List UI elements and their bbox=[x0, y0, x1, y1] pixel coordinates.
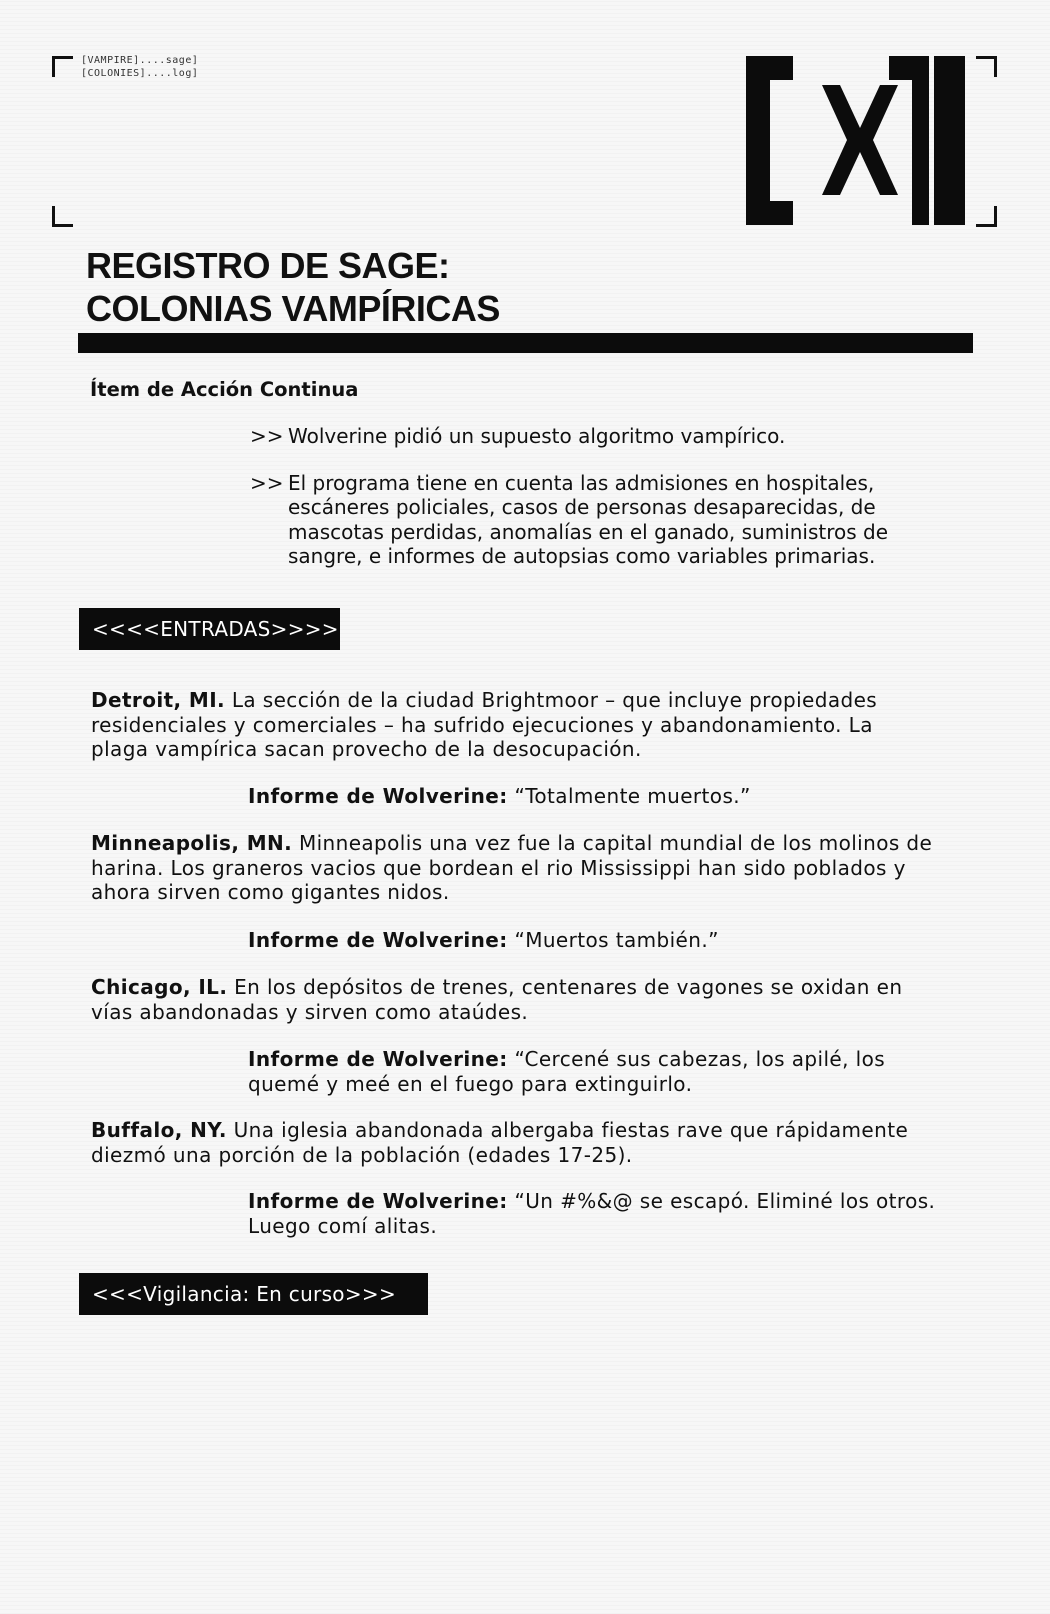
page-title-line-1: REGISTRO DE SAGE: bbox=[86, 245, 450, 286]
report-text: “Muertos también.” bbox=[514, 928, 719, 952]
action-item-heading: Ítem de Acción Continua bbox=[90, 378, 359, 401]
action-item-list bbox=[250, 424, 950, 591]
report-text: “Un #%&@ se escapó. Eliminé los otros. Luego comí alitas. bbox=[248, 1189, 936, 1238]
surveillance-tag: <<<Vigilancia: En curso>>> bbox=[79, 1273, 428, 1315]
entry-chicago bbox=[91, 975, 937, 1024]
log-meta-line-2: [COLONIES]....log] bbox=[81, 68, 199, 79]
corner-bracket-bottom-right bbox=[976, 206, 997, 227]
report-label: Informe de Wolverine: bbox=[248, 784, 508, 808]
report-label: Informe de Wolverine: bbox=[248, 1189, 508, 1213]
entry-text: Minneapolis una vez fue la capital mundial de los molinos de harina. Los graneros vacios que bordean el rio Mississippi han sido poblados y ahora sirven como gigantes nidos. bbox=[91, 831, 933, 904]
page-title-line-2: COLONIAS VAMPÍRICAS bbox=[86, 288, 500, 329]
log-meta-line-1: [VAMPIRE]....sage] bbox=[81, 55, 199, 66]
entry-buffalo bbox=[91, 1118, 937, 1167]
wolverine-report bbox=[248, 928, 938, 953]
bullet-text: El programa tiene en cuenta las admisiones en hospitales, escáneres policiales, casos de personas desaparecidas, de mascotas perdidas, anomalías en el ganado, suministros de sangre, e informes de autopsias como variables primarias. bbox=[288, 470, 889, 568]
entry-city: Minneapolis, MN. bbox=[91, 831, 293, 855]
wolverine-report bbox=[248, 1047, 938, 1096]
corner-bracket-bottom-left bbox=[52, 206, 73, 227]
report-text: “Cercené sus cabezas, los apilé, los quemé y meé en el fuego para extinguirlo. bbox=[248, 1047, 886, 1096]
entry-minneapolis bbox=[91, 831, 937, 905]
entry-text: En los depósitos de trenes, centenares de vagones se oxidan en vías abandonadas y sirven como ataúdes. bbox=[91, 975, 903, 1024]
report-text: “Totalmente muertos.” bbox=[514, 784, 751, 808]
page-title bbox=[86, 244, 500, 330]
corner-bracket-top-left bbox=[52, 56, 73, 77]
corner-bracket-top-right bbox=[976, 56, 997, 77]
x-bracket-logo-icon bbox=[746, 56, 965, 225]
entry-city: Chicago, IL. bbox=[91, 975, 228, 999]
wolverine-report bbox=[248, 784, 938, 809]
action-bullet bbox=[250, 471, 950, 569]
title-divider bbox=[78, 333, 973, 353]
entry-text: Una iglesia abandonada albergaba fiestas rave que rápidamente diezmó una porción de la población (edades 17-25). bbox=[91, 1118, 909, 1167]
entry-detroit bbox=[91, 688, 937, 762]
action-bullet bbox=[250, 424, 950, 449]
entries-tag: <<<<ENTRADAS>>>> bbox=[79, 608, 340, 650]
entry-city: Buffalo, NY. bbox=[91, 1118, 227, 1142]
bullet-marker: >> bbox=[250, 470, 284, 495]
bullet-marker: >> bbox=[250, 424, 284, 448]
log-meta bbox=[81, 54, 198, 80]
entry-text: La sección de la ciudad Brightmoor – que incluye propiedades residenciales y comerciales – ha sufrido ejecuciones y abandonamiento. La plaga vampírica sacan provecho de la desocupación. bbox=[91, 688, 878, 761]
report-label: Informe de Wolverine: bbox=[248, 1047, 508, 1071]
report-label: Informe de Wolverine: bbox=[248, 928, 508, 952]
bullet-text: Wolverine pidió un supuesto algoritmo vampírico. bbox=[288, 424, 786, 448]
wolverine-report bbox=[248, 1189, 938, 1238]
entry-city: Detroit, MI. bbox=[91, 688, 226, 712]
